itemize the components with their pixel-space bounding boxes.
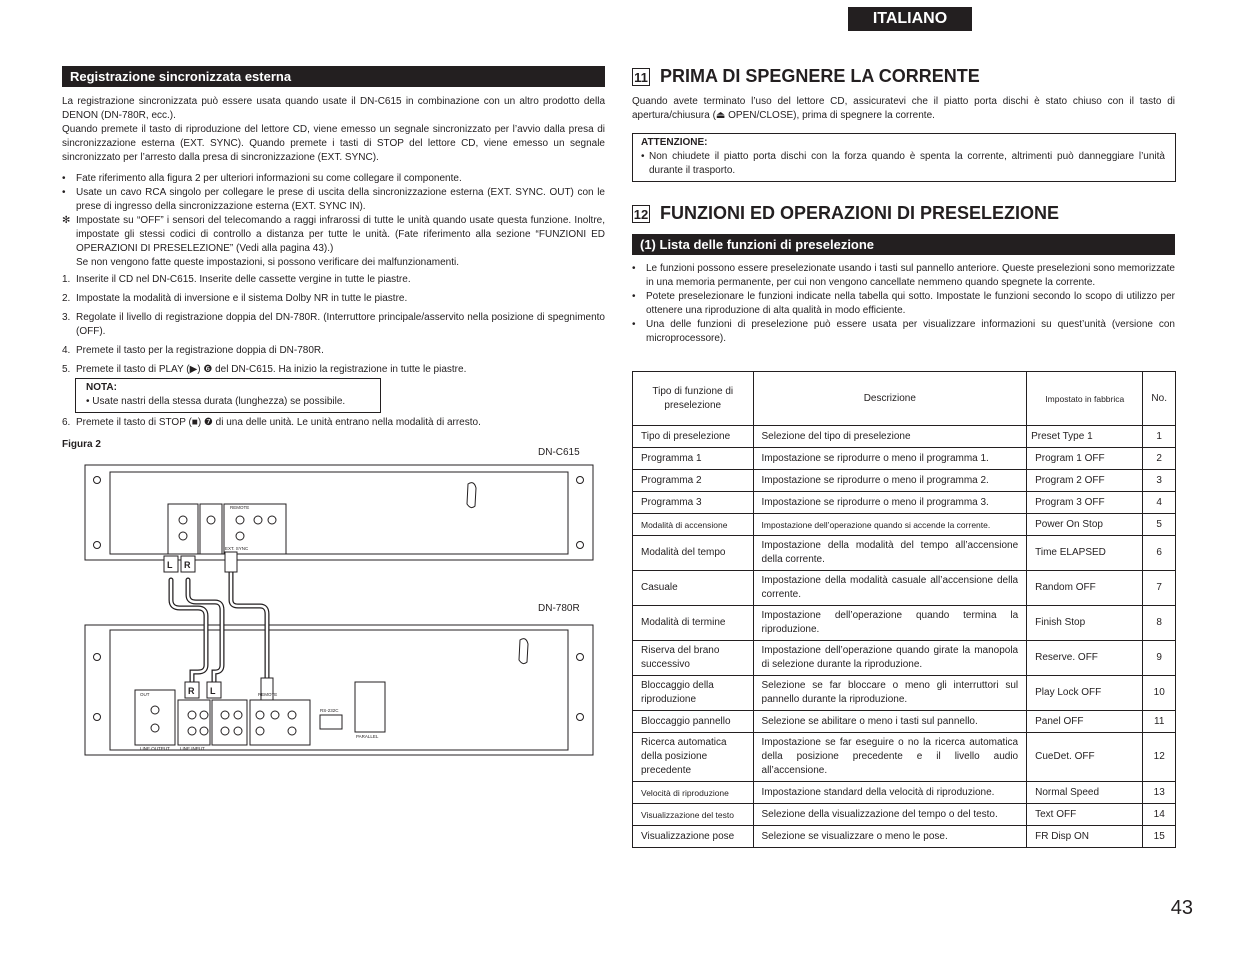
step-number: 3. [62, 312, 71, 323]
sync-bullet-list [62, 172, 605, 270]
header-cell: Descrizione [753, 372, 1027, 426]
preset-functions-table [632, 371, 1176, 848]
table-cell: Impostazione standard della velocità di riproduzione. [753, 782, 1027, 804]
table-row [633, 711, 1176, 733]
bullet-text: Impostate su “OFF” i sensori del telecomando a raggi infrarossi di tutte le unità quando usate questa funzione. Inoltre, impostate gli stessi codici di controllo a distanza per tutte le unità. (Fate riferimento alla sezione “FUNZIONI ED OPERAZIONI DI PRESELEZIONE” (Vedi alla pagina 43).) [76, 215, 605, 254]
section-12-title: FUNZIONI ED OPERAZIONI DI PRESELEZIONE [660, 203, 1060, 223]
intro-paragraph-1: La registrazione sincronizzata può essere usata quando usate il DN-C615 in combinazione con un altro prodotto della DENON (DN-780R, ecc.). [62, 96, 605, 121]
bullet-text: Le funzioni possono essere preselezionate usando i tasti sul pannello anteriore. Queste preselezioni sono memorizzate in una memoria permanente, per cui non vengono cancellate nemmeno quando spegnete la corrente. [646, 263, 1175, 288]
table-cell: Normal Speed [1027, 782, 1143, 804]
table-row [633, 470, 1176, 492]
label-line-out: LINE OUTPUT [140, 746, 170, 751]
bullet-text: Se non vengono fatte queste impostazioni, si possono verificare dei malfunzionamenti. [76, 257, 460, 268]
asterisk-marker: ✻ [62, 215, 71, 226]
table-row [633, 782, 1176, 804]
dn-c615-chassis [85, 465, 593, 560]
bullet-marker: • [641, 151, 645, 162]
table-cell: Selezione se visualizzare o meno le pose. [753, 826, 1027, 848]
table-cell: Selezione se far bloccare o meno gli interruttori sul pannello durante la riproduzione. [753, 676, 1027, 711]
table-cell: Impostazione se far eseguire o no la ricerca automatica della posizione precedente e il livello audio all’accensione. [753, 733, 1027, 782]
table-cell: FR Disp ON [1027, 826, 1143, 848]
table-cell: Riserva del brano successivo [633, 641, 754, 676]
table-cell: Time ELAPSED [1027, 536, 1143, 571]
table-cell: Bloccaggio della riproduzione [633, 676, 754, 711]
table-cell: 15 [1143, 826, 1176, 848]
step-text: Premete il tasto per la registrazione doppia di DN-780R. [76, 345, 324, 356]
figure-label: Figura 2 [62, 439, 101, 450]
bullet-marker: • [62, 187, 66, 198]
bullet-text: Fate riferimento alla figura 2 per ulteriori informazioni su come collegare il componente. [76, 173, 462, 184]
table-cell: Programma 2 [633, 470, 754, 492]
bullet-text: Usate un cavo RCA singolo per collegare le prese di uscita della sincronizzazione esterna (EXT. SYNC. OUT) con le prese di ingresso della sincronizzazione esterna (EXT. SYNC IN). [76, 187, 605, 212]
step-text: Regolate il livello di registrazione doppia del DN-780R. (Interruttore principale/asservito nella posizione di spegnimento (OFF). [76, 312, 605, 337]
table-cell: Bloccaggio pannello [633, 711, 754, 733]
page-number: 43 [1170, 897, 1193, 919]
section-11-text: Quando avete terminato l’uso del lettore CD, assicuratevi che il piatto porta dischi è stato chiuso con il tasto di apertura/chiusura (⏏ OPEN/CLOSE), prima di spegnere la corrente. [632, 96, 1175, 121]
note-title: NOTA: [86, 382, 117, 393]
table-cell: 12 [1143, 733, 1176, 782]
heading-section-12 [632, 203, 1059, 224]
table-cell: Program 3 OFF [1027, 492, 1143, 514]
list-item [632, 262, 1175, 290]
table-cell: Impostazione se riprodurre o meno il programma 1. [753, 448, 1027, 470]
step-number: 5. [62, 364, 71, 375]
attention-box [632, 133, 1176, 182]
step-text: Impostate la modalità di inversione e il sistema Dolby NR in tutte le piastre. [76, 293, 408, 304]
label-out: OUT [140, 692, 150, 697]
attention-title: ATTENZIONE: [641, 137, 708, 148]
table-cell: 1 [1143, 426, 1176, 448]
table-cell: Impostazione dell’operazione quando girate la manopola di selezione durante la riproduzione. [753, 641, 1027, 676]
table-row [633, 606, 1176, 641]
table-cell: Visualizzazione pose [633, 826, 754, 848]
attention-text: Non chiudete il piatto porta dischi con la forza quando è spenta la corrente, altrimenti può danneggiare l’unità durante il trasporto. [649, 151, 1165, 176]
table-row [633, 536, 1176, 571]
table-cell: 7 [1143, 571, 1176, 606]
table-cell: Modalità del tempo [633, 536, 754, 571]
label-ext-sync: EXT. SYNC [225, 546, 249, 551]
table-header-row [633, 372, 1176, 426]
step-text: Premete il tasto di PLAY (▶) ❻ del DN-C615. Ha inizio la registrazione in tutte le piastre. [76, 364, 467, 375]
table-cell: Impostazione dell’operazione quando termina la riproduzione. [753, 606, 1027, 641]
dn-780r-rear-panel [110, 630, 568, 750]
table-cell: Panel OFF [1027, 711, 1143, 733]
step-number: 2. [62, 293, 71, 304]
list-item [62, 186, 605, 214]
table-row [633, 826, 1176, 848]
steps-list-continued [62, 416, 605, 430]
bullet-marker: • [632, 263, 636, 274]
table-cell: Program 1 OFF [1027, 448, 1143, 470]
bullet-text: Una delle funzioni di preselezione può essere usata per visualizzare informazioni su quest’unità (versione con microprocessore). [646, 319, 1175, 344]
table-cell: Impostazione della modalità casuale all’accensione della corrente. [753, 571, 1027, 606]
table-row [633, 492, 1176, 514]
list-item [62, 214, 605, 256]
power-cord-inlet-top [467, 483, 476, 508]
table-cell: Selezione se abilitare o meno i tasti sul pannello. [753, 711, 1027, 733]
steps-list [62, 273, 605, 377]
table-cell: 9 [1143, 641, 1176, 676]
table-cell: Reserve. OFF [1027, 641, 1143, 676]
table-row [633, 641, 1176, 676]
table-cell: Finish Stop [1027, 606, 1143, 641]
table-row [633, 804, 1176, 826]
list-item [632, 290, 1175, 318]
label-remote-bottom: REMOTE [258, 692, 278, 697]
header-cell: Tipo di funzione di preselezione [633, 372, 754, 426]
table-cell: Casuale [633, 571, 754, 606]
label-R-top: R [184, 560, 191, 570]
table-cell: 8 [1143, 606, 1176, 641]
table-cell: Selezione del tipo di preselezione [753, 426, 1027, 448]
label-rs232: RS-232C [320, 708, 339, 713]
table-cell: Programma 3 [633, 492, 754, 514]
table-cell: Impostazione se riprodurre o meno il programma 2. [753, 470, 1027, 492]
step-number: 4. [62, 345, 71, 356]
list-item [62, 416, 605, 430]
device-label-bottom: DN-780R [538, 603, 580, 614]
list-item [62, 344, 605, 358]
table-row [633, 676, 1176, 711]
table-cell: 6 [1143, 536, 1176, 571]
step-text: Premete il tasto di STOP (■) ❼ di una delle unità. Le unità entrano nella modalità di arresto. [76, 417, 481, 428]
table-row [633, 571, 1176, 606]
table-cell: Visualizzazione del testo [633, 804, 754, 826]
step-number: 1. [62, 274, 71, 285]
list-item [62, 292, 605, 306]
list-item [62, 273, 605, 287]
table-row [633, 733, 1176, 782]
table-cell: Text OFF [1027, 804, 1143, 826]
table-cell: Random OFF [1027, 571, 1143, 606]
note-box [75, 378, 381, 413]
table-cell: 14 [1143, 804, 1176, 826]
header-cell: No. [1143, 372, 1176, 426]
intro-paragraph-2: Quando premete il tasto di riproduzione del lettore CD, viene emesso un segnale sincronizzato per l’avvio dalla presa di sincronizzazione esterna (EXT. SYNC). Quando premete i tasti di STOP del lettore CD, viene emesso un segnale sincronizzato per l’arresto dalla presa di sincronizzazione (EXT. SYNC). [62, 124, 605, 163]
note-text: • Usate nastri della stessa durata (lunghezza) se possibile. [86, 396, 346, 407]
plug-sync-top [225, 552, 237, 572]
language-tab: ITALIANO [848, 7, 972, 31]
device-label-top: DN-C615 [538, 447, 580, 458]
intro-text [62, 95, 605, 165]
table-cell: Preset Type 1 [1027, 426, 1143, 448]
label-L-bottom: L [210, 686, 216, 696]
table-cell: Tipo di preselezione [633, 426, 754, 448]
table-cell: 11 [1143, 711, 1176, 733]
table-cell: 3 [1143, 470, 1176, 492]
label-parallel: PARALLEL [356, 734, 379, 739]
table-cell: Power On Stop [1027, 514, 1143, 536]
list-item [632, 318, 1175, 346]
table-row [633, 514, 1176, 536]
table-cell: Impostazione della modalità del tempo all’accensione della corrente. [753, 536, 1027, 571]
power-cord-inlet-bottom [519, 639, 528, 664]
table-cell: Program 2 OFF [1027, 470, 1143, 492]
step-text: Inserite il CD nel DN-C615. Inserite delle cassette vergine in tutte le piastre. [76, 274, 411, 285]
table-cell: 10 [1143, 676, 1176, 711]
list-item [62, 172, 605, 186]
label-R-bottom: R [188, 686, 195, 696]
bullet-text: Potete preselezionare le funzioni indicate nella tabella qui sotto. Impostate le funzioni secondo lo scopo di utilizzo per ottenere una riproduzione di alta qualità in modo efficiente. [646, 291, 1175, 316]
table-cell: 13 [1143, 782, 1176, 804]
attention-item [641, 150, 1165, 178]
table-cell: Impostazione dell’operazione quando si accende la corrente. [753, 514, 1027, 536]
table-cell: Selezione della visualizzazione del tempo o del testo. [753, 804, 1027, 826]
table-cell: CueDet. OFF [1027, 733, 1143, 782]
table-cell: Modalità di accensione [633, 514, 754, 536]
section-number-12: 12 [633, 206, 649, 222]
table-cell: 2 [1143, 448, 1176, 470]
label-L-top: L [167, 560, 173, 570]
section-11-title: PRIMA DI SPEGNERE LA CORRENTE [660, 66, 980, 86]
label-remote-top: REMOTE [230, 505, 250, 510]
list-item [62, 311, 605, 339]
step-number: 6. [62, 417, 71, 428]
header-cell: Impostato in fabbrica [1027, 372, 1143, 426]
list-item [62, 363, 605, 377]
heading-section-11 [632, 66, 980, 87]
table-cell: Ricerca automatica della posizione precedente [633, 733, 754, 782]
section-title-sync-recording: Registrazione sincronizzata esterna [62, 66, 605, 87]
cable-sync [231, 572, 267, 680]
table-cell: 4 [1143, 492, 1176, 514]
table-cell: 5 [1143, 514, 1176, 536]
table-row [633, 426, 1176, 448]
table-cell: Velocità di riproduzione [633, 782, 754, 804]
bullet-marker: • [632, 319, 636, 330]
table-cell: Modalità di termine [633, 606, 754, 641]
table-cell: Impostazione se riprodurre o meno il programma 3. [753, 492, 1027, 514]
subsection-title: (1) Lista delle funzioni di preselezione [632, 234, 1175, 255]
table-cell: Play Lock OFF [1027, 676, 1143, 711]
table-cell: Programma 1 [633, 448, 754, 470]
bullet-marker: • [632, 291, 636, 302]
connection-diagram [80, 460, 600, 760]
table-row [633, 448, 1176, 470]
bullet-marker: • [62, 173, 66, 184]
section-number-11: 11 [632, 68, 650, 86]
label-line-in: LINE INPUT [180, 746, 205, 751]
list-item [62, 256, 605, 270]
preset-bullet-list [632, 262, 1175, 346]
dn-c615-rear-panel [110, 472, 568, 554]
